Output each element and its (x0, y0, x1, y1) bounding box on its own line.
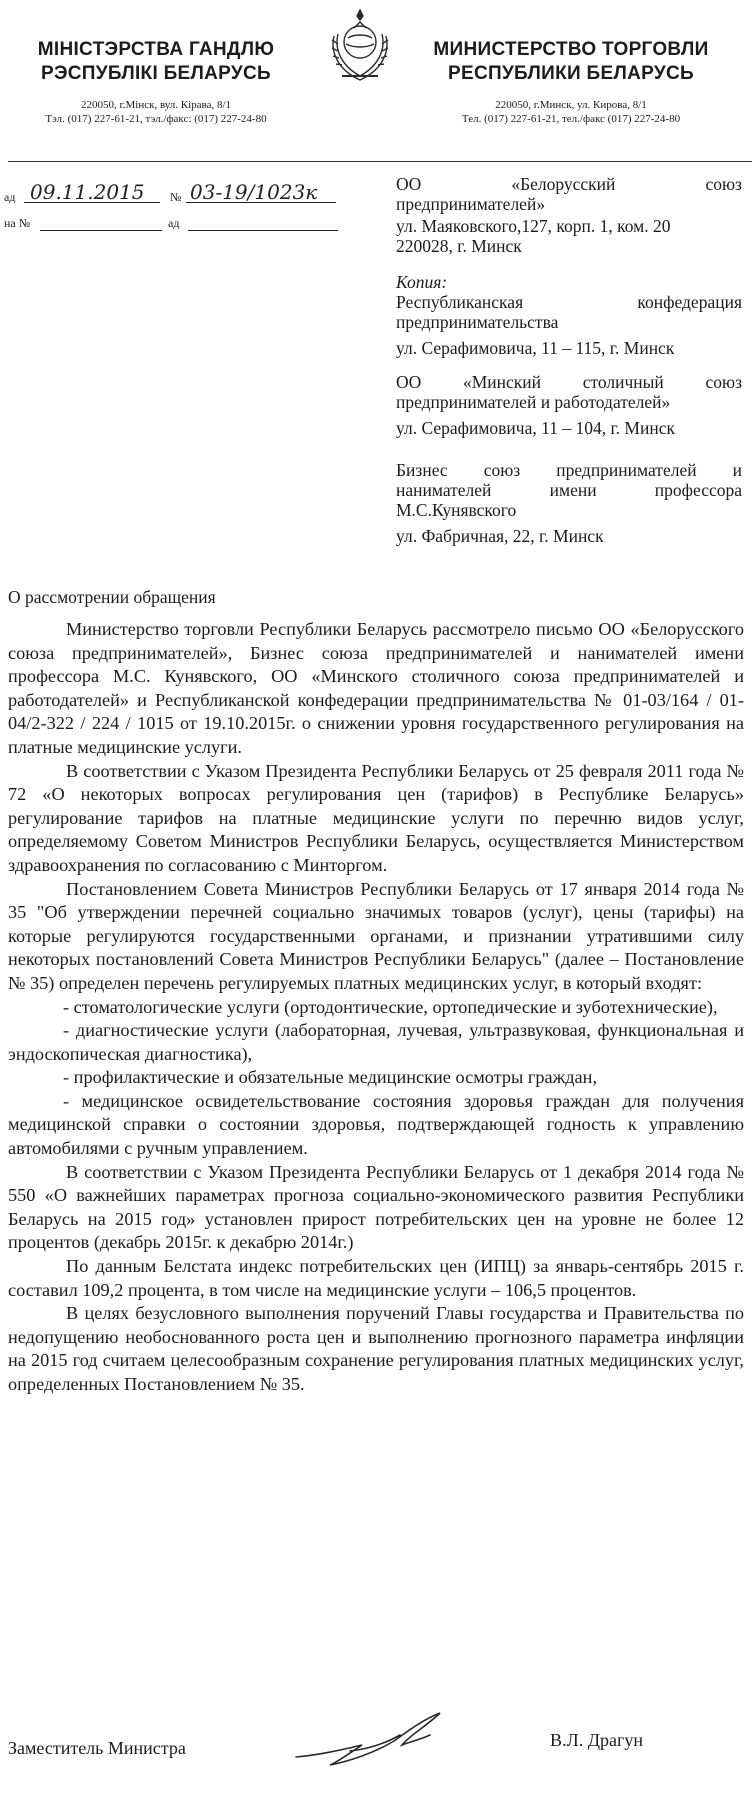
body-paragraph: По данным Белстата индекс потребительских цен (ИПЦ) за январь-сентябрь 2015 г. составил 109,2 процента, в том числе на медицинские услуги – 106,5 процентов. (8, 1256, 744, 1300)
date-handwritten: 09.11.2015 (30, 180, 145, 204)
in-reply-number-field (40, 214, 162, 231)
addressee-address: ул. Серафимовича, 11 – 104, г. Минск (396, 418, 675, 438)
word: конфедерация (637, 292, 742, 312)
word: Республиканская (396, 292, 524, 312)
address-line: 220050, г.Мінск, вул. Кірава, 8/1 (80, 99, 232, 111)
addressee-line: ОО «Минский столичный союз (396, 372, 742, 392)
handwritten-signature-icon (290, 1705, 450, 1775)
in-reply-date-field (188, 214, 338, 231)
addressee-line: предпринимателей» (396, 194, 546, 214)
letter-subject: О рассмотрении обращения (8, 587, 216, 607)
addressee-copy-2 (396, 372, 742, 438)
state-emblem-icon (320, 6, 400, 86)
org-line: РЭСПУБЛІКІ БЕЛАРУСЬ (40, 63, 272, 84)
addressee-line (396, 174, 742, 194)
body-paragraph: Министерство торговли Республики Беларусь рассмотрело письмо ОО «Белорусского союза предпринимателей», Бизнес союза предпринимателей и нанимателей имени профессора М.С. Кунявского, ОО «Минского столичного союза предпринимателей и работодателей» и Республиканской конфедерации предпринимательства № 01-03/164 / 01-04/2-322 / 224 / 1015 от 19.10.2015г. о снижении уровня государственного регулирования на платные медицинские услуги. (8, 619, 744, 757)
body-list-item: - диагностические услуги (лабораторная, лучевая, ультразвуковая, функциональная и эндоскопическая диагностика), (8, 1020, 744, 1064)
addressee-line: нанимателей имени профессора (396, 480, 742, 500)
signatory-position: Заместитель Министра (8, 1738, 186, 1758)
body-paragraph: В соответствии с Указом Президента Республики Беларусь от 1 декабря 2014 года № 550 «О важнейших параметрах прогноза социально-экономического развития Республики Беларусь на 2015 год» установлен прирост потребительских цен на уровне не более 12 процентов (декабрь 2015г. к декабрю 2014г.) (8, 1161, 744, 1253)
addressee-copy-1 (396, 292, 742, 358)
body-list-item: - медицинское освидетельствование состояния здоровья граждан для получения медицинской справки о состоянии здоровья, подтверждающей годность к управлению автомобилями с ручным управлением. (8, 1090, 744, 1159)
addressee-address: ул. Серафимовича, 11 – 115, г. Минск (396, 338, 675, 358)
org-line: РЕСПУБЛИКИ БЕЛАРУСЬ (448, 63, 694, 84)
body-list-item: - стоматологические услуги (ортодонтические, ортопедические и зуботехнические), (63, 996, 718, 1017)
in-reply-to-label: на № (4, 216, 31, 230)
ad-label: ад (4, 190, 16, 204)
addressee-line (396, 292, 742, 312)
copy-label: Копия: (396, 272, 448, 292)
body-paragraph: В соответствии с Указом Президента Республики Беларусь от 25 февраля 2011 года № 72 «О некоторых вопросах регулирования цен (тарифов) в Республике Беларусь» регулирование тарифов на платные медицинские услуги по перечню видов услуг, определяемому Советом Министров Республики Беларусь, осуществляется Министерством здравоохранения по согласованию с Минторгом. (8, 760, 744, 875)
body-list-item: - профилактические и обязательные медицинские осмотры граждан, (63, 1067, 598, 1088)
org-line: МИНИСТЕРСТВО ТОРГОВЛИ (433, 39, 709, 60)
signatory-name: В.Л. Драгун (550, 1730, 643, 1750)
word: «Белорусский (511, 174, 616, 194)
addressee-address: ул. Маяковского,127, корп. 1, ком. 20 (396, 216, 671, 236)
address-line: Тэл. (017) 227-61-21, тэл./факс: (017) 227-24-80 (45, 113, 267, 125)
addressee-line: предпринимательства (396, 312, 559, 332)
address-line: Тел. (017) 227-61-21, тел./факс (017) 227-24-80 (461, 113, 681, 125)
addressee-line: М.С.Кунявского (396, 500, 517, 520)
addressee-address: ул. Фабричная, 22, г. Минск (396, 526, 604, 546)
ministry-name-russian (418, 38, 724, 86)
incoming-reference-line (0, 210, 370, 236)
addressee-address: 220028, г. Минск (396, 236, 522, 256)
addressee-line: Бизнес союз предпринимателей и (396, 460, 742, 480)
word: ОО (396, 174, 422, 194)
outgoing-reference-line (0, 178, 370, 208)
body-paragraph: Постановлением Совета Министров Республики Беларусь от 17 января 2014 года № 35 "Об утверждении перечней социально значимых товаров (услуг), цены (тарифы) на которые регулируются государственными органами, и признании утратившими силу некоторых постановлений Совета Министров Республики Беларусь" (далее – Постановление № 35) определен перечень регулируемых платных медицинских услуг, в который входят: (8, 878, 744, 993)
ministry-address-russian (418, 98, 724, 126)
addressee-line: предпринимателей и работодателей» (396, 392, 671, 412)
word: союз (705, 174, 742, 194)
addressee-main (396, 174, 742, 256)
ministry-name-belarusian (10, 38, 302, 86)
address-line: 220050, г.Минск, ул. Кирова, 8/1 (495, 99, 647, 111)
body-paragraph: В целях безусловного выполнения поручений Главы государства и Правительства по недопущению необоснованного роста цен и выполнению прогнозного параметра инфляции на 2015 год считаем целесообразным сохранение регулирования платных медицинских услуг, определенных Постановлением № 35. (8, 1303, 744, 1394)
ministry-address-belarusian (10, 98, 302, 126)
ad-label-2: ад (168, 216, 180, 230)
header-divider (8, 161, 752, 162)
addressee-copy-3 (396, 460, 742, 546)
number-label: № (170, 190, 182, 204)
number-handwritten: 03-19/1023к (190, 180, 318, 204)
letter-body (8, 618, 744, 1397)
org-line: МІНІСТЭРСТВА ГАНДЛЮ (37, 39, 275, 60)
